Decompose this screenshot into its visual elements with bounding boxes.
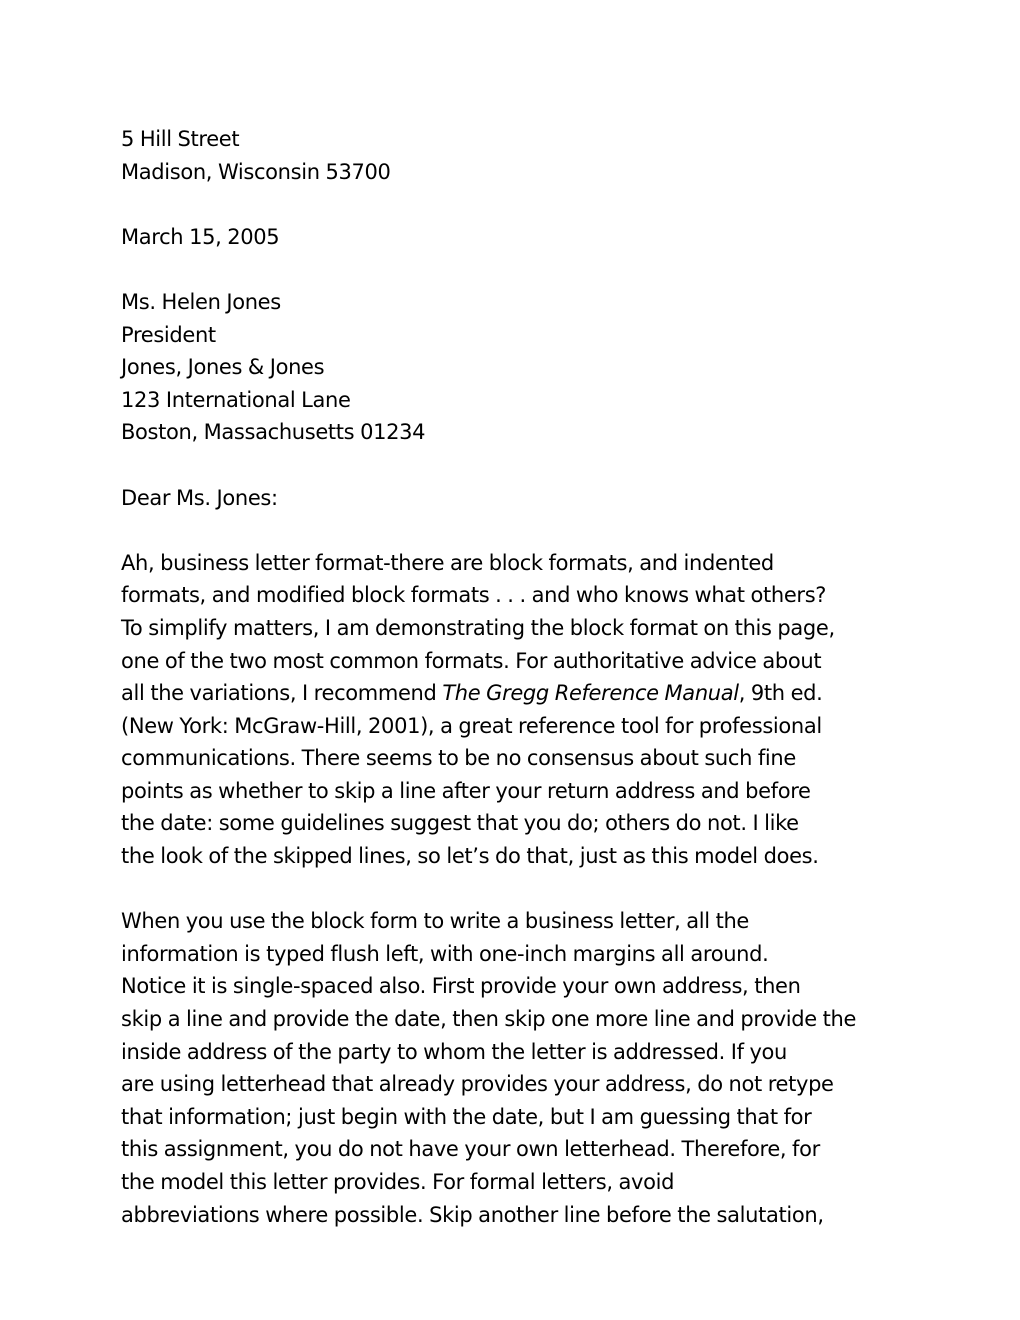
citation-edition: , 9th ed. [738, 681, 823, 706]
blank-line [121, 449, 921, 482]
recipient-name: Ms. Helen Jones [121, 289, 281, 314]
paragraph-line: that information; just begin with the date, but I am guessing that for [121, 1104, 812, 1129]
paragraph-line: the date: some guidelines suggest that you do; others do not. I like [121, 811, 799, 836]
blank-line [121, 253, 921, 286]
inside-address [121, 286, 921, 449]
body-paragraph-1 [121, 547, 921, 873]
paragraph-line: abbreviations where possible. Skip another line before the salutation, [121, 1202, 824, 1227]
paragraph-line: the model this letter provides. For formal letters, avoid [121, 1170, 675, 1194]
blank-line [121, 514, 921, 547]
paragraph-line: information is typed flush left, with one-inch margins all around. [121, 941, 769, 966]
book-title: The Gregg Reference Manual [442, 681, 739, 706]
recipient-title: President [121, 322, 216, 347]
recipient-city-state-zip: Boston, Massachusetts 01234 [121, 420, 426, 445]
paragraph-line: the look of the skipped lines, so let’s do that, just as this model does. [121, 844, 819, 869]
letter-page [121, 123, 921, 1231]
recipient-street: 123 International Lane [121, 387, 351, 412]
body-paragraph-2 [121, 905, 921, 1231]
paragraph-line: inside address of the party to whom the letter is addressed. If you [121, 1039, 788, 1064]
paragraph-line: points as whether to skip a line after your return address and before [121, 778, 811, 803]
paragraph-line: Ah, business letter format-there are block formats, and indented [121, 550, 774, 575]
paragraph-line: When you use the block form to write a business letter, all the [121, 909, 749, 934]
paragraph-line: To simplify matters, I am demonstrating the block format on this page, [121, 615, 835, 640]
paragraph-line: one of the two most common formats. For authoritative advice about [121, 648, 822, 673]
paragraph-line: communications. There seems to be no consensus about such fine [121, 746, 796, 771]
letter-date: March 15, 2005 [121, 224, 280, 249]
blank-line [121, 873, 921, 906]
sender-address [121, 123, 921, 188]
paragraph-line: formats, and modified block formats . . . and who knows what others? [121, 583, 827, 608]
paragraph-line: skip a line and provide the date, then skip one more line and provide the [121, 1007, 857, 1032]
citation-lead-in: all the variations, I recommend [121, 681, 443, 706]
paragraph-line: (New York: McGraw-Hill, 2001), a great reference tool for professional [121, 713, 822, 738]
paragraph-line: this assignment, you do not have your own letterhead. Therefore, for [121, 1137, 820, 1162]
paragraph-line: Notice it is single-spaced also. First provide your own address, then [121, 974, 801, 999]
sender-city-state-zip: Madison, Wisconsin 53700 [121, 159, 391, 184]
salutation: Dear Ms. Jones: [121, 485, 278, 510]
paragraph-line-with-citation [121, 677, 921, 710]
blank-line [121, 188, 921, 221]
sender-street: 5 Hill Street [121, 127, 240, 151]
paragraph-line: are using letterhead that already provides your address, do not retype [121, 1072, 834, 1097]
recipient-company: Jones, Jones & Jones [121, 355, 325, 380]
